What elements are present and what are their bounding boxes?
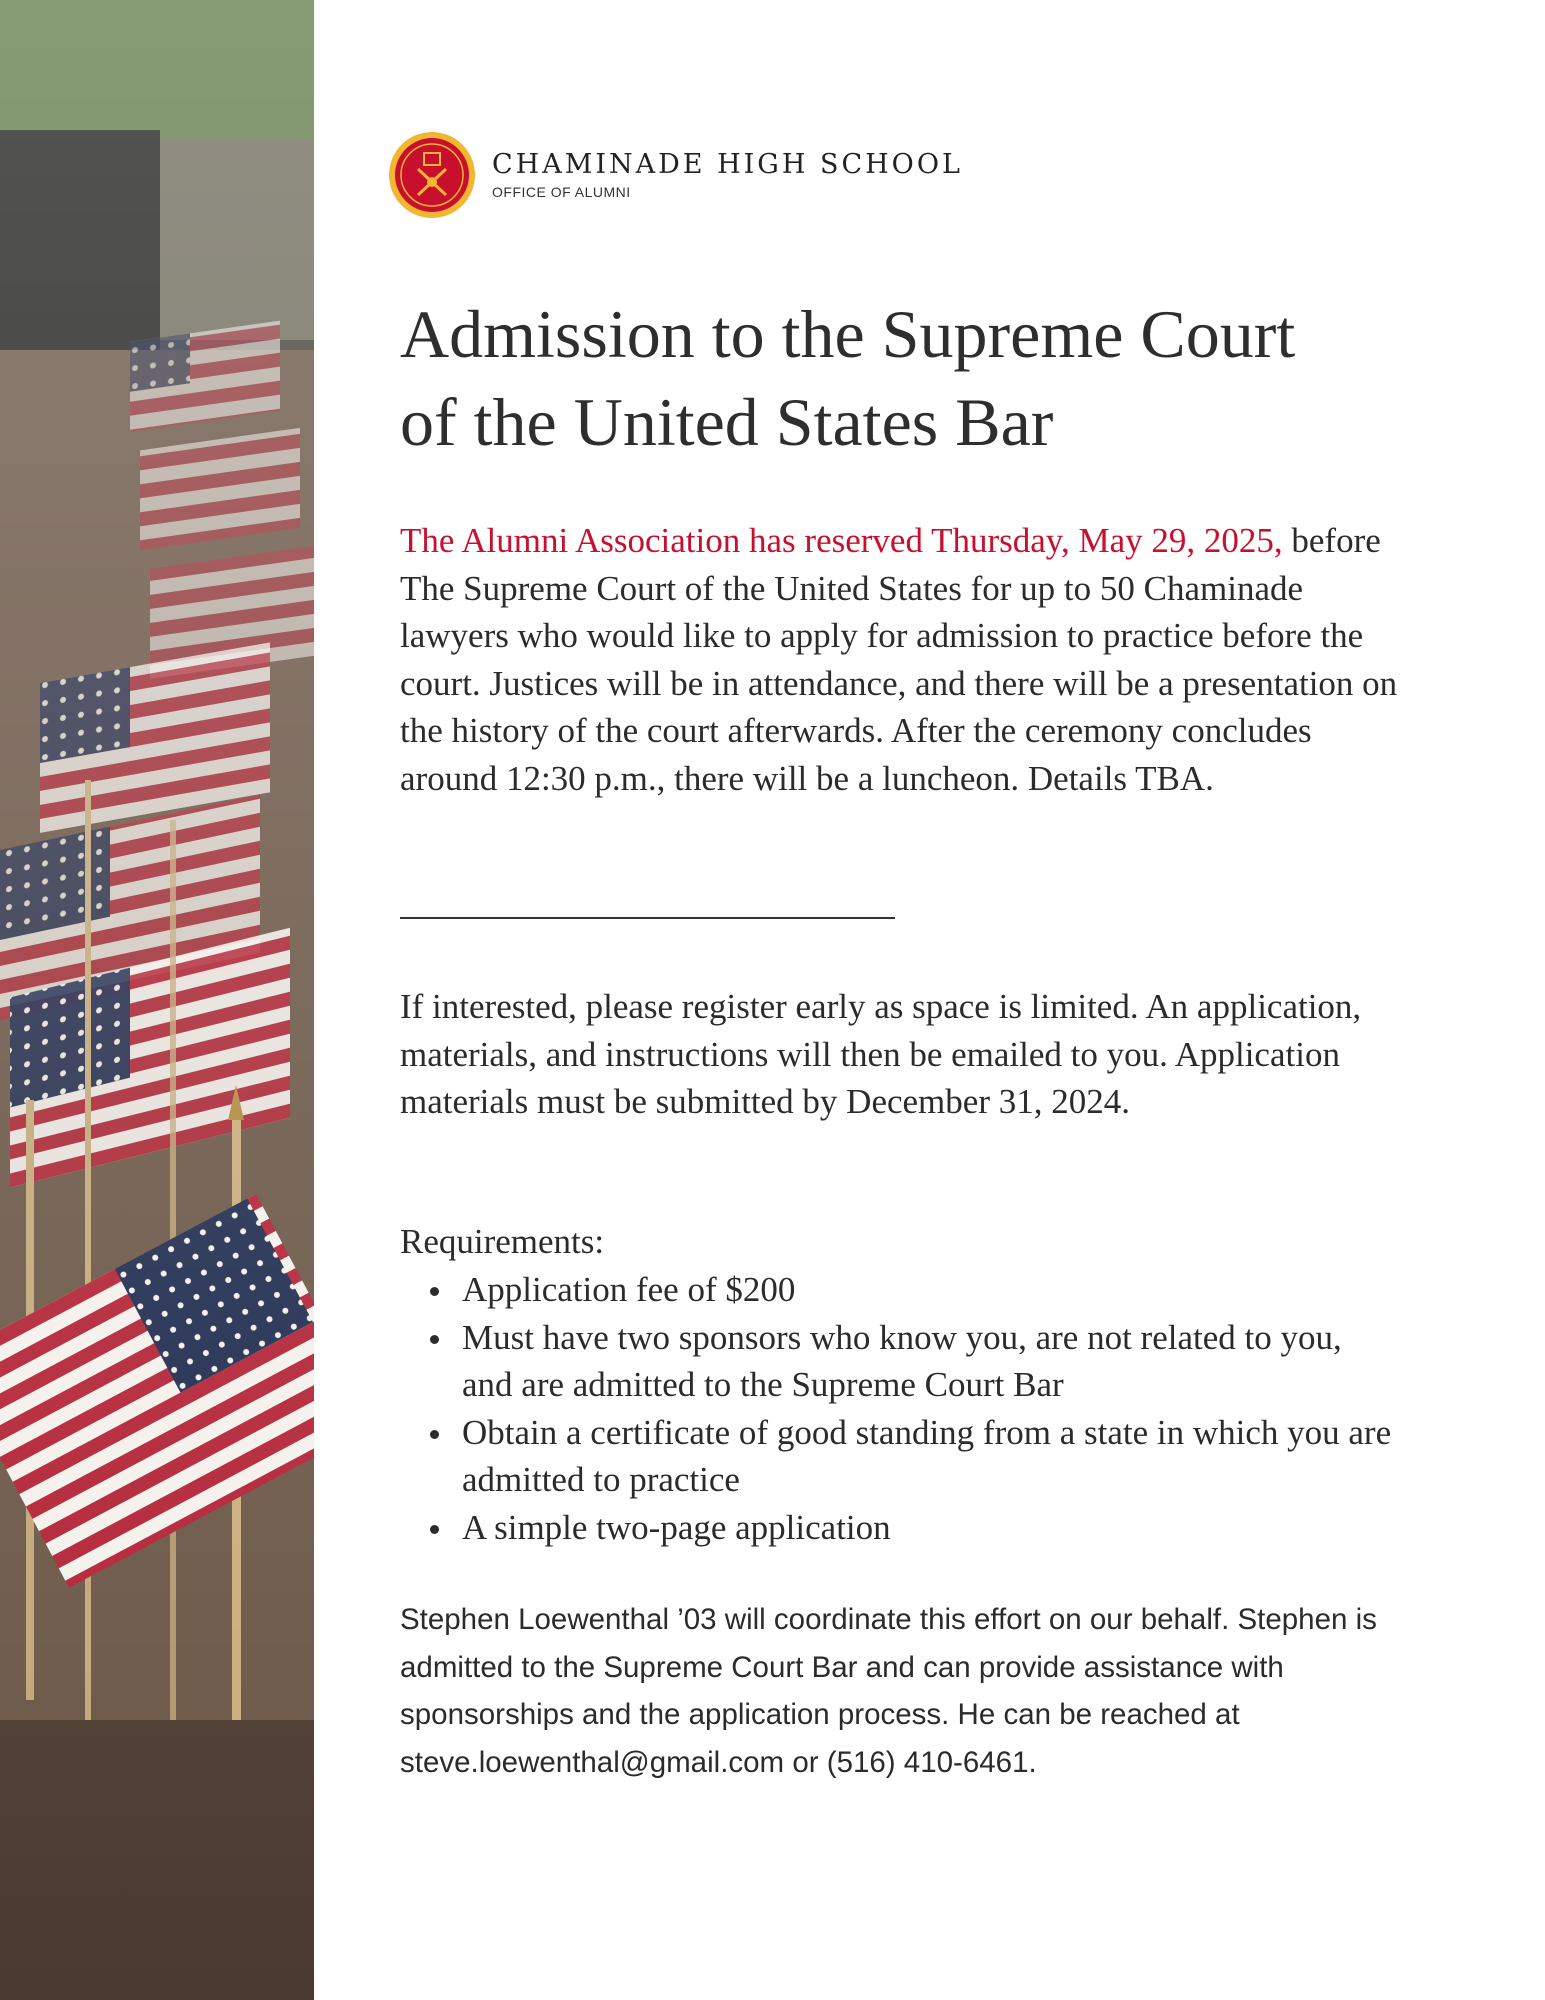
register-paragraph: If interested, please register early as space is limited. An application, materials, and instructions will then be emailed to you. Application materials must be submitted by December 31, 2024. bbox=[400, 987, 1362, 1121]
office-name: OFFICE OF ALUMNI bbox=[492, 184, 631, 200]
list-item: Obtain a certificate of good standing from a state in which you are admitted to practice bbox=[400, 1409, 1400, 1504]
school-brand bbox=[388, 131, 963, 219]
requirements-heading: Requirements: bbox=[400, 1222, 605, 1261]
title-line-1: Admission to the Supreme Court bbox=[400, 296, 1296, 372]
contact-paragraph: Stephen Loewenthal ’03 will coordinate this effort on our behalf. Stephen is admitted to the Supreme Court Bar and can provide assistance with sponsorships and the application process. He can be reached at steve.loewenthal@gmail.com or (516) 410-6461. bbox=[400, 1603, 1377, 1779]
intro-highlight: The Alumni Association has reserved Thursday, May 29, 2025, bbox=[400, 521, 1283, 560]
school-name: CHAMINADE HIGH SCHOOL bbox=[492, 149, 963, 180]
divider bbox=[400, 917, 895, 919]
list-item: Must have two sponsors who know you, are not related to you, and are admitted to the Supreme Court Bar bbox=[400, 1314, 1400, 1409]
flags-illustration bbox=[0, 0, 314, 2000]
requirements-list bbox=[400, 1266, 1400, 1551]
school-seal-icon bbox=[388, 131, 476, 219]
page-title bbox=[400, 290, 1460, 466]
intro-body: before The Supreme Court of the United States for up to 50 Chaminade lawyers who would like to apply for admission to practice before the court. Justices will be in attendance, and there will be a presentation on the history of the court afterwards. After the ceremony concludes around 12:30 p.m., there will be a luncheon. Details TBA. bbox=[400, 521, 1398, 798]
list-item: Application fee of $200 bbox=[400, 1266, 1400, 1314]
list-item: A simple two-page application bbox=[400, 1504, 1400, 1552]
intro-paragraph bbox=[400, 517, 1400, 802]
flags-photo bbox=[0, 0, 314, 2000]
title-line-2: of the United States Bar bbox=[400, 384, 1054, 460]
